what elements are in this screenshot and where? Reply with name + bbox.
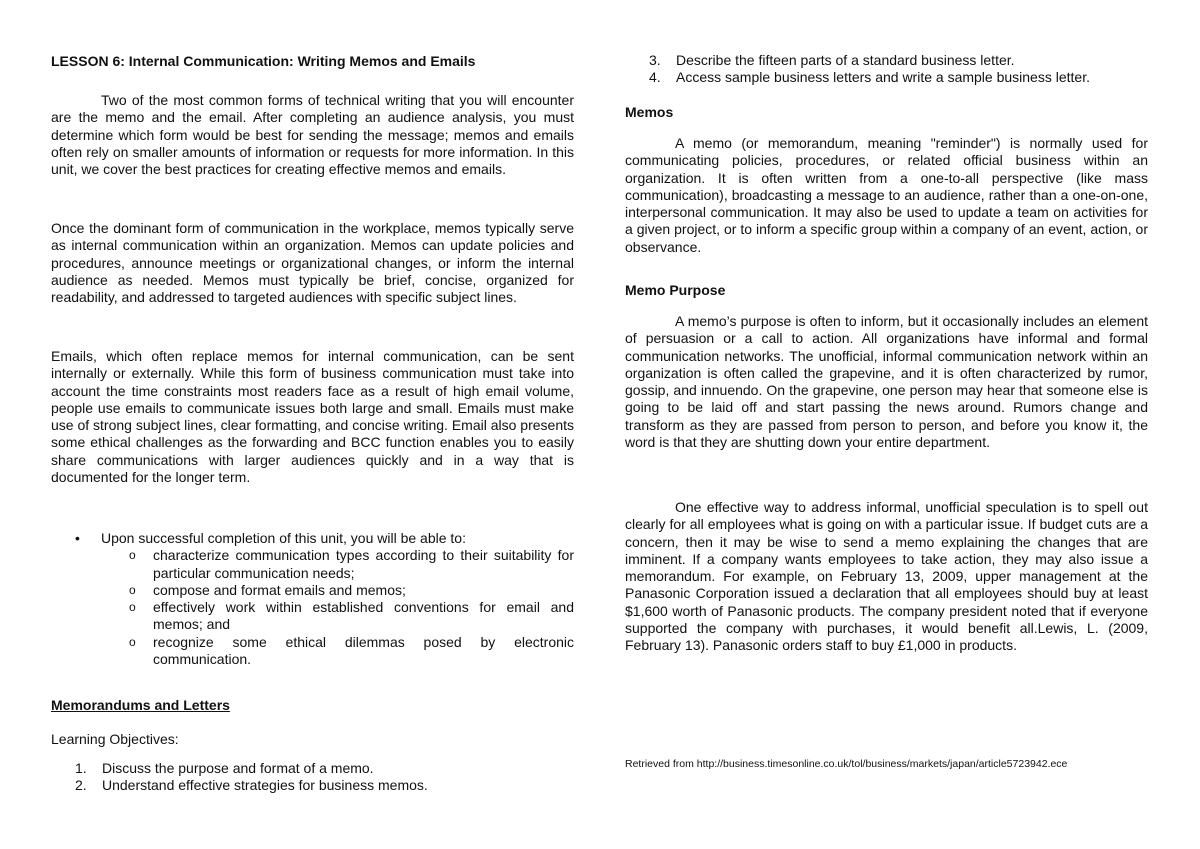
unit-outcomes-list xyxy=(51,530,574,668)
emails-overview-paragraph: Emails, which often replace memos for internal communication, can be sent internally or externally. While this form of business communication must take into account the time constraints most readers face as a result of high email volume, people use emails to communicate issues both large and small. Emails must make use of strong subject lines, clear formatting, and concise writing. Email also presents some ethical challenges as the forwarding and BCC function enables you to easily share communications with larger audiences quickly and in a way that is documented for the longer term. xyxy=(51,348,574,486)
speculation-paragraph: One effective way to address informal, unofficial speculation is to spell out clearly for all employees what is going on with a particular issue. If budget cuts are a concern, then it may be wise to send a memo explaining the changes that are imminent. If a company wants employees to take action, they may also issue a memorandum. For example, on February 13, 2009, upper management at the Panasonic Corporation issued a declaration that all employees should buy at least $1,600 worth of Panasonic products. The company president noted that if everyone supported the company with purchases, it would benefit all.Lewis, L. (2009, February 13). Panasonic orders staff to buy £1,000 in products. xyxy=(625,499,1148,654)
memo-purpose-paragraph: A memo’s purpose is often to inform, but it occasionally includes an element of persuasion or a call to action. All organizations have informal and formal communication networks. The unofficial, informal communication network within an organization is often called the grapevine, and it is often characterized by rumor, gossip, and innuendo. On the grapevine, one person may hear that someone else is going to be laid off and start passing the news around. Rumors change and transform as they are passed from person to person, and before you know it, the word is that they are shutting down your entire department. xyxy=(625,313,1148,451)
bullet-text: Upon successful completion of this unit, you will be able to: xyxy=(101,530,466,546)
memos-heading: Memos xyxy=(625,104,674,120)
memos-paragraph: A memo (or memorandum, meaning "reminder") is normally used for communicating policies, procedures, or related official business within an organization. It is often written from a one-to-all perspective (like mass communication), broadcasting a message to an audience, rather than a one-on-one, interpersonal communication. It may also be used to update a team on activities for a given project, or to inform a specific group within a company of an event, action, or observance. xyxy=(625,135,1148,255)
list-item: o effectively work within established conventions for email and memos; and xyxy=(101,599,574,634)
item-text: Access sample business letters and write a sample business letter. xyxy=(676,69,1090,86)
list-item: o characterize communication types according to their suitability for particular communication needs; xyxy=(101,547,574,582)
list-item: o compose and format emails and memos; xyxy=(101,582,574,599)
item-number: 3. xyxy=(649,52,661,68)
list-item xyxy=(51,530,574,668)
list-item xyxy=(625,52,1090,69)
learning-objectives-label: Learning Objectives: xyxy=(51,731,179,747)
item-number: 2. xyxy=(75,777,87,794)
list-item xyxy=(625,69,1090,86)
intro-paragraph: Two of the most common forms of technical writing that you will encounter are the memo and the email. After completing an audience analysis, you must determine which form would be best for sending the message; memos and emails often rely on smaller amounts of information or requests for more information. In this unit, we cover the best practices for creating effective memos and emails. xyxy=(51,92,574,178)
list-item xyxy=(51,777,428,794)
item-number: 1. xyxy=(75,760,87,776)
list-item: o recognize some ethical dilemmas posed by electronic communication. xyxy=(101,634,574,669)
objectives-list-continued xyxy=(625,52,1090,87)
item-number: 4. xyxy=(649,69,661,86)
objectives-list xyxy=(51,760,428,795)
list-item xyxy=(51,760,428,777)
lesson-title: LESSON 6: Internal Communication: Writing Memos and Emails xyxy=(51,53,476,69)
item-text: Understand effective strategies for business memos. xyxy=(102,777,428,794)
source-citation: Retrieved from http://business.timesonline.co.uk/tol/business/markets/japan/article5723942.ece xyxy=(625,758,1068,770)
item-text: Describe the fifteen parts of a standard business letter. xyxy=(676,52,1015,68)
memos-overview-paragraph: Once the dominant form of communication in the workplace, memos typically serve as internal communication within an organization. Memos can update policies and procedures, announce meetings or organizational changes, or inform the internal audience as needed. Memos must typically be brief, concise, organized for readability, and addressed to targeted audiences with specific subject lines. xyxy=(51,220,574,306)
memorandums-letters-heading: Memorandums and Letters xyxy=(51,697,230,713)
outcomes-sublist xyxy=(101,547,574,668)
item-text: Discuss the purpose and format of a memo. xyxy=(102,760,374,776)
memo-purpose-heading: Memo Purpose xyxy=(625,282,726,298)
